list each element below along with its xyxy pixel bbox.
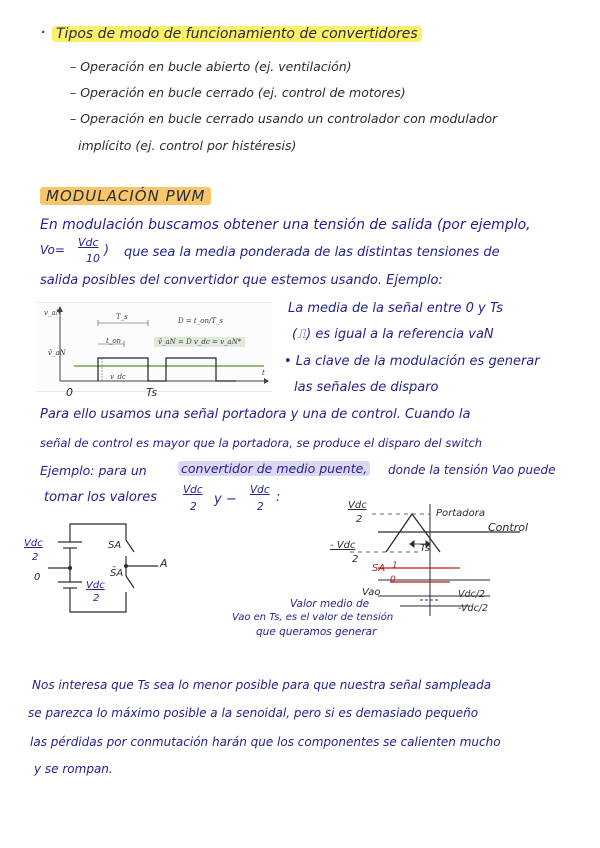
para2-line-2: señal de control es mayor que la portadora, se produce el disparo del switch: [40, 436, 483, 450]
wave-sa: SA: [372, 563, 386, 574]
circuit-vdc2-bot-num: Vdc: [86, 580, 105, 591]
half-bridge-circuit: [30, 520, 180, 620]
section1-title: Tipos de modo de funcionamiento de convertidores: [52, 26, 422, 42]
circuit-zero: 0: [34, 572, 41, 583]
wave-sa-zero: 0: [390, 575, 396, 585]
tomar-frac2-num: Vdc: [250, 484, 270, 496]
note-line-4: las señales de disparo: [294, 380, 439, 395]
tomar-frac2-den: 2: [257, 501, 264, 513]
note-line-3: • La clave de la modulación es generar: [284, 354, 540, 369]
example-post: donde la tensión Vao puede: [388, 463, 556, 477]
mean-note-1: Valor medio de: [290, 598, 370, 610]
fig-vdc-label: v_dc: [110, 373, 126, 381]
fig-formula-box: v̄_aN = D v_dc = v_aN*: [154, 337, 245, 347]
fig-ts-bottom: Ts: [146, 386, 158, 399]
section1-item-3: – Operación en bucle cerrado usando un controlador con modulador: [70, 111, 498, 126]
tomar-y: y −: [214, 492, 237, 507]
tomar-colon: :: [276, 490, 281, 505]
wave-neg-vdc2-den: 2: [352, 554, 359, 565]
wave-portadora: Portadora: [436, 508, 486, 519]
vdc-fraction-num: Vdc: [78, 236, 99, 249]
section2-title: MODULACIÓN PWM: [40, 187, 211, 205]
note-line-1: La media de la señal entre 0 y Ts: [288, 301, 503, 316]
wave-ts: Ts: [420, 543, 431, 554]
fig-ts-label: T_s: [116, 313, 128, 321]
mean-note-3: que queramos generar: [256, 626, 377, 638]
closing-line-2: se parezca lo máximo posible a la senoidal, pero si es demasiado pequeño: [28, 706, 479, 720]
section1-item-1: – Operación en bucle abierto (ej. ventilación): [70, 59, 352, 74]
intro-line-1: En modulación buscamos obtener una tensión de salida (por ejemplo,: [40, 217, 531, 233]
fig-ton-label: t_on: [106, 337, 122, 345]
intro-line-3: salida posibles del convertidor que estemos usando. Ejemplo:: [40, 273, 443, 288]
wave-neg-vdc2-right: -Vdc/2: [458, 603, 489, 614]
mean-note-2: Vao en Ts, es el valor de tensión: [232, 612, 394, 623]
circuit-vdc2-bot-den: 2: [93, 593, 100, 604]
closing-line-3: las pérdidas por conmutación harán que los componentes se calienten mucho: [30, 735, 501, 749]
note-line-2: (⎍) es igual a la referencia vaN: [292, 327, 494, 342]
wave-vao: Vao: [362, 587, 381, 598]
fig-zero-label: 0: [66, 386, 73, 399]
example-pre: Ejemplo: para un: [40, 463, 147, 478]
section1-item-2: – Operación en bucle cerrado (ej. control de motores): [70, 85, 406, 100]
fig-formula-top: D = t_on/T_s: [178, 317, 224, 325]
fig-vavg-label: v̄_aN: [48, 349, 66, 357]
vo-close-paren: ): [104, 243, 110, 258]
pwm-figure: [36, 302, 272, 392]
tomar-frac1-den: 2: [190, 501, 197, 513]
tomar-frac1-num: Vdc: [183, 484, 203, 496]
closing-line-4: y se rompan.: [34, 762, 113, 776]
circuit-vdc2-top-den: 2: [32, 552, 39, 563]
vo-equals: Vo=: [40, 243, 65, 257]
section1-item-4: implícito (ej. control por histéresis): [78, 138, 297, 153]
closing-line-1: Nos interesa que Ts sea lo menor posible para que nuestra señal sampleada: [32, 678, 492, 692]
circuit-node-a: A: [160, 557, 168, 570]
wave-neg-vdc2-num: - Vdc: [330, 540, 356, 551]
example-highlight: convertidor de medio puente,: [178, 461, 370, 476]
para2-line-1: Para ello usamos una señal portadora y una de control. Cuando la: [40, 407, 471, 422]
wave-vdc2-top-num: Vdc: [348, 500, 367, 511]
fig-y-label: v_aN: [44, 309, 62, 317]
wave-vdc2-top-den: 2: [356, 514, 363, 525]
pwm-waveform-plot: [36, 303, 272, 391]
circuit-vdc2-top-num: Vdc: [24, 538, 43, 549]
wave-control: Control: [488, 521, 529, 534]
wave-sa-one: 1: [392, 561, 398, 571]
wave-vdc2-right: Vdc/2: [458, 589, 485, 600]
tomar-valores: tomar los valores: [44, 490, 157, 505]
intro-line-2: que sea la media ponderada de las distintas tensiones de: [124, 245, 500, 260]
fig-t-label: t: [262, 369, 265, 377]
circuit-sa-bar: S̄A: [110, 568, 124, 579]
vdc-fraction-den: 10: [86, 252, 100, 265]
circuit-sa: SA: [108, 540, 122, 551]
section1-bullet: ·: [40, 22, 46, 43]
